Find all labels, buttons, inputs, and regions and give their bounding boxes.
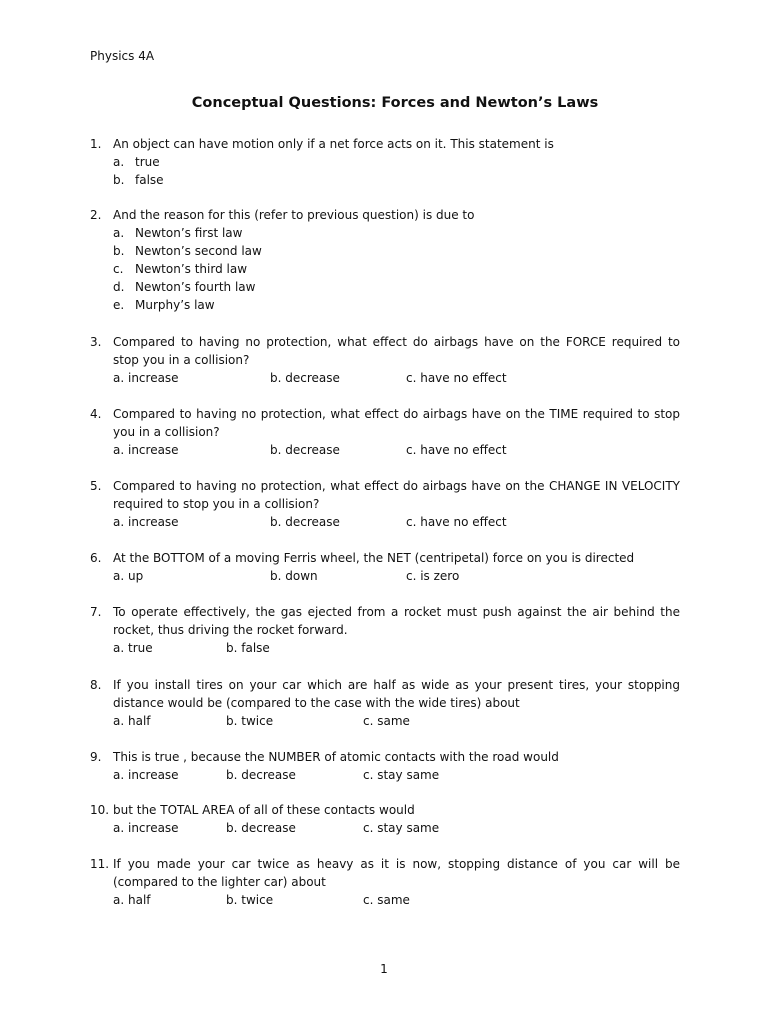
question-number: 3. [90, 335, 102, 349]
answer-choice: b. twice [226, 893, 274, 907]
answer-choices [113, 369, 680, 387]
answer-option: c. Newton’s third law [113, 262, 248, 276]
question-number: 5. [90, 479, 102, 493]
answer-choice: b. decrease [270, 515, 340, 529]
answer-choice: c. have no effect [406, 515, 507, 529]
answer-option: b. Newton’s second law [113, 244, 262, 258]
answer-choice: c. same [363, 714, 410, 728]
question-number: 10. [90, 803, 110, 817]
question-11 [90, 855, 680, 909]
question-stem: At the BOTTOM of a moving Ferris wheel, the NET (centripetal) force on you is directed [113, 551, 635, 565]
answer-choice: c. have no effect [406, 371, 507, 385]
answer-option: e. Murphy’s law [113, 298, 215, 312]
question-stem: Compared to having no protection, what effect do airbags have on the CHANGE IN VELOCITY required to stop you in a collision? [113, 479, 680, 511]
question-4 [90, 405, 680, 459]
answer-choices [113, 513, 680, 531]
question-number: 7. [90, 605, 102, 619]
answer-choice: b. decrease [226, 821, 296, 835]
question-7 [90, 603, 680, 657]
question-10 [90, 801, 680, 837]
question-stem: An object can have motion only if a net force acts on it. This statement is [113, 137, 554, 151]
answer-choices [113, 567, 680, 585]
course-header: Physics 4A [90, 49, 155, 63]
question-number: 1. [90, 137, 102, 151]
answer-choice: b. decrease [270, 371, 340, 385]
question-stem: And the reason for this (refer to previous question) is due to [113, 208, 475, 222]
answer-choice: c. same [363, 893, 410, 907]
question-8 [90, 676, 680, 730]
answer-choice: c. have no effect [406, 443, 507, 457]
answer-option: d. Newton’s fourth law [113, 280, 256, 294]
question-number: 6. [90, 551, 102, 565]
question-stem: If you made your car twice as heavy as it is now, stopping distance of you car will be (compared to the lighter car) about [113, 857, 680, 889]
question-stem: Compared to having no protection, what effect do airbags have on the TIME required to stop you in a collision? [113, 407, 680, 439]
question-6 [90, 549, 680, 585]
answer-choices [113, 766, 680, 784]
question-stem: Compared to having no protection, what effect do airbags have on the FORCE required to stop you in a collision? [113, 335, 680, 367]
answer-option: a. true [113, 155, 160, 169]
question-stem: To operate effectively, the gas ejected from a rocket must push against the air behind the rocket, thus driving the rocket forward. [113, 605, 680, 637]
answer-choice: c. is zero [406, 569, 460, 583]
answer-choices [113, 891, 680, 909]
question-stem: If you install tires on your car which are half as wide as your present tires, your stopping distance would be (compared to the case with the wide tires) about [113, 678, 680, 710]
answer-choice: c. stay same [363, 821, 440, 835]
answer-choice: a. half [113, 893, 151, 907]
answer-choice: b. twice [226, 714, 274, 728]
question-number: 9. [90, 750, 102, 764]
question-number: 2. [90, 208, 102, 222]
question-stem: This is true , because the NUMBER of atomic contacts with the road would [113, 750, 559, 764]
question-number: 4. [90, 407, 102, 421]
answer-choice: b. false [226, 641, 270, 655]
answer-choice: a. increase [113, 371, 179, 385]
answer-choices [113, 819, 680, 837]
question-stem: but the TOTAL AREA of all of these contacts would [113, 803, 415, 817]
answer-choice: a. true [113, 641, 153, 655]
question-3 [90, 333, 680, 387]
page-title: Conceptual Questions: Forces and Newton’s Laws [191, 95, 599, 111]
answer-choices [113, 639, 680, 657]
answer-choice: b. down [270, 569, 318, 583]
answer-choice: c. stay same [363, 768, 440, 782]
question-2 [90, 206, 680, 314]
question-5 [90, 477, 680, 531]
answer-choice: a. increase [113, 515, 179, 529]
question-9 [90, 748, 680, 784]
answer-choice: a. increase [113, 821, 179, 835]
answer-option: a. Newton’s first law [113, 226, 243, 240]
page-number: 1 [380, 962, 388, 976]
answer-choice: a. increase [113, 768, 179, 782]
question-number: 11. [90, 857, 110, 871]
answer-option: b. false [113, 173, 164, 187]
answer-choices [113, 441, 680, 459]
answer-choice: b. decrease [270, 443, 340, 457]
answer-choices [113, 712, 680, 730]
answer-choice: a. up [113, 569, 144, 583]
answer-choice: a. half [113, 714, 151, 728]
question-1 [90, 135, 680, 189]
answer-choice: b. decrease [226, 768, 296, 782]
answer-choice: a. increase [113, 443, 179, 457]
question-number: 8. [90, 678, 102, 692]
